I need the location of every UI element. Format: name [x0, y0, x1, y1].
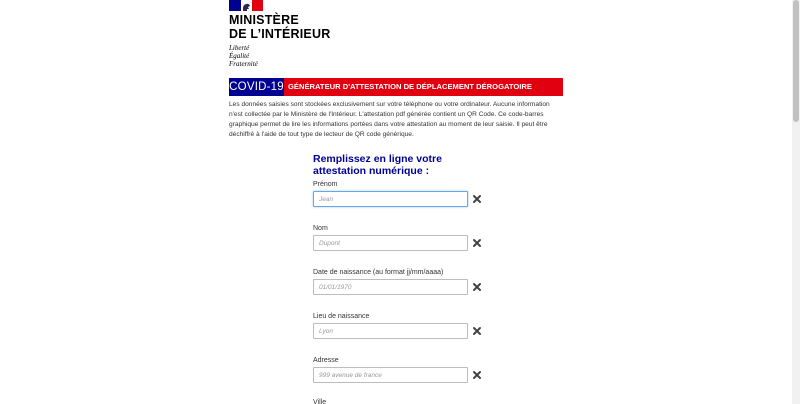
- birthplace-input[interactable]: [313, 323, 468, 339]
- form-title-line2: attestation numérique :: [313, 165, 430, 177]
- clear-firstname-icon[interactable]: [471, 193, 483, 205]
- lastname-input[interactable]: [313, 235, 468, 251]
- firstname-input[interactable]: [313, 191, 468, 207]
- privacy-notice-line: graphique permet de lire les informations portées dans votre attestation au moment de leur saisie. Il peut être: [229, 121, 548, 128]
- ministry-name: [229, 13, 330, 41]
- scrollbar-thumb[interactable]: [793, 0, 799, 122]
- page-banner: [229, 78, 563, 96]
- motto-liberte: Liberté: [229, 44, 250, 52]
- clear-lastname-icon[interactable]: [471, 237, 483, 249]
- birthdate-input[interactable]: [313, 279, 468, 295]
- birthplace-label: Lieu de naissance: [313, 313, 370, 320]
- ministry-logo: [229, 0, 339, 70]
- lastname-label: Nom: [313, 225, 328, 232]
- form-title: [313, 153, 513, 177]
- french-flag: [229, 0, 263, 11]
- republic-motto: [229, 44, 258, 68]
- clear-birthplace-icon[interactable]: [471, 325, 483, 337]
- address-input[interactable]: [313, 367, 468, 383]
- lastname-field: [313, 224, 493, 251]
- motto-egalite: Égalité: [229, 52, 250, 60]
- motto-fraternite: Fraternité: [229, 60, 258, 68]
- privacy-notice-line: n'est collectée par le Ministère de l'Intérieur. L'attestation pdf générée contient un QR Code. Ce code-barres: [229, 111, 544, 118]
- page-title: GÉNÉRATEUR D'ATTESTATION DE DÉPLACEMENT DÉROGATOIRE: [284, 78, 563, 96]
- privacy-notice-line: Les données saisies sont stockées exclusivement sur votre téléphone ou votre ordinateur. Aucune information: [229, 101, 550, 108]
- covid-badge: COVID-19: [229, 78, 284, 96]
- city-label: Ville: [313, 399, 327, 404]
- ministry-name-line1: MINISTÈRE: [229, 13, 299, 27]
- birthplace-field: [313, 312, 493, 339]
- birthdate-label: Date de naissance (au format jj/mm/aaaa): [313, 269, 444, 276]
- ministry-name-line2: DE L’INTÉRIEUR: [229, 27, 331, 41]
- marianne-profile-icon: [242, 3, 251, 11]
- address-field: [313, 356, 493, 383]
- privacy-notice-line: déchiffré à l'aide de tout type de lecteur de QR code générique.: [229, 131, 414, 138]
- privacy-notice: [229, 100, 563, 140]
- clear-address-icon[interactable]: [471, 369, 483, 381]
- city-field: [313, 398, 493, 404]
- form-title-line1: Remplissez en ligne votre: [313, 153, 442, 165]
- clear-birthdate-icon[interactable]: [471, 281, 483, 293]
- page-scrollbar[interactable]: [792, 0, 800, 404]
- address-label: Adresse: [313, 357, 339, 364]
- firstname-label: Prénom: [313, 181, 338, 188]
- birthdate-field: [313, 268, 493, 295]
- firstname-field: [313, 180, 493, 207]
